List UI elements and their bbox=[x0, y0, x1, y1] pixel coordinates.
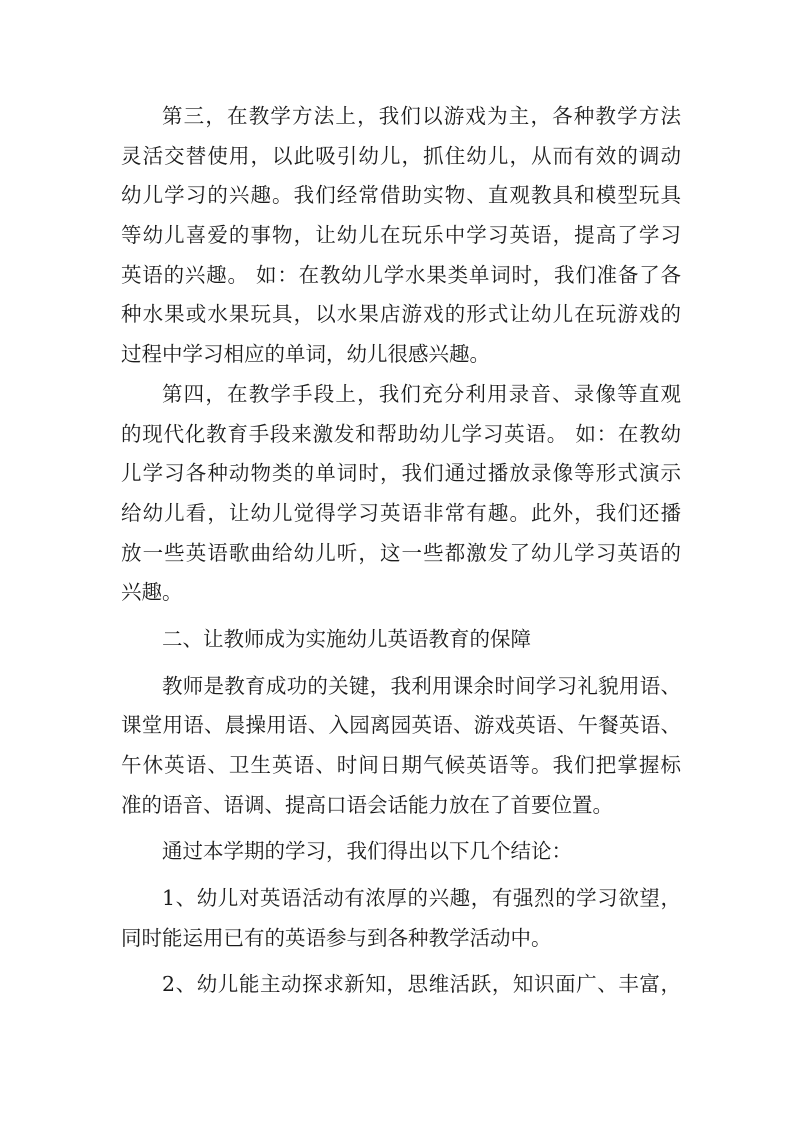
text-line: 灵活交替使用，以此吸引幼儿，抓住幼儿，从而有效的调动 bbox=[121, 143, 681, 168]
paragraph-spacer bbox=[121, 660, 681, 667]
text-line: 英语的兴趣。 如：在教幼儿学水果类单词时，我们准备了各 bbox=[121, 262, 681, 287]
text-line: 准的语音、语调、提高口语会话能力放在了首要位置。 bbox=[121, 792, 613, 817]
paragraph-teaching-means bbox=[121, 375, 681, 613]
text-line: 通过本学期的学习，我们得出以下几个结论： bbox=[162, 839, 572, 864]
text-line: 第四，在教学手段上，我们充分利用录音、录像等直观 bbox=[162, 381, 681, 406]
text-line: 同时能运用已有的英语参与到各种教学活动中。 bbox=[121, 925, 552, 950]
text-line: 1、幼儿对英语活动有浓厚的兴趣，有强烈的学习欲望， bbox=[162, 886, 681, 911]
paragraph-teacher-training bbox=[121, 667, 681, 826]
text-line: 给幼儿看，让幼儿觉得学习英语非常有趣。此外，我们还播 bbox=[121, 500, 681, 525]
text-line: 放一些英语歌曲给幼儿听，这一些都激发了幼儿学习英语的 bbox=[121, 540, 681, 565]
text-line: 儿学习各种动物类的单词时，我们通过播放录像等形式演示 bbox=[121, 461, 681, 486]
text-line: 2、幼儿能主动探求新知，思维活跃，知识面广、丰富， bbox=[162, 972, 681, 997]
text-line: 兴趣。 bbox=[121, 580, 183, 605]
text-line: 过程中学习相应的单词，幼儿很感兴趣。 bbox=[121, 342, 490, 367]
text-line: 的现代化教育手段来激发和帮助幼儿学习英语。 如：在教幼 bbox=[121, 421, 681, 446]
paragraph-spacer bbox=[121, 825, 681, 832]
text-line: 等幼儿喜爱的事物，让幼儿在玩乐中学习英语，提高了学习 bbox=[121, 223, 681, 248]
text-line: 幼儿学习的兴趣。我们经常借助实物、直观教具和模型玩具 bbox=[121, 183, 681, 208]
text-line: 课堂用语、晨操用语、入园离园英语、游戏英语、午餐英语、 bbox=[121, 713, 681, 738]
paragraph-conclusions-intro bbox=[121, 832, 681, 872]
paragraph-teaching-methods bbox=[121, 97, 681, 375]
document-body bbox=[121, 97, 681, 1005]
paragraph-spacer bbox=[121, 613, 681, 620]
text-line: 种水果或水果玩具，以水果店游戏的形式让幼儿在玩游戏的 bbox=[121, 302, 681, 327]
paragraph-conclusion-2 bbox=[121, 965, 681, 1005]
paragraph-conclusion-1 bbox=[121, 879, 681, 958]
text-line: 第三，在教学方法上，我们以游戏为主，各种教学方法 bbox=[162, 104, 681, 128]
text-line: 午休英语、卫生英语、时间日期气候英语等。我们把掌握标 bbox=[121, 753, 681, 777]
text-line: 教师是教育成功的关键，我利用课余时间学习礼貌用语、 bbox=[162, 673, 681, 698]
section-heading bbox=[121, 620, 681, 660]
heading-line: 二、让教师成为实施幼儿英语教育的保障 bbox=[162, 626, 531, 651]
paragraph-spacer bbox=[121, 872, 681, 879]
paragraph-spacer bbox=[121, 958, 681, 965]
